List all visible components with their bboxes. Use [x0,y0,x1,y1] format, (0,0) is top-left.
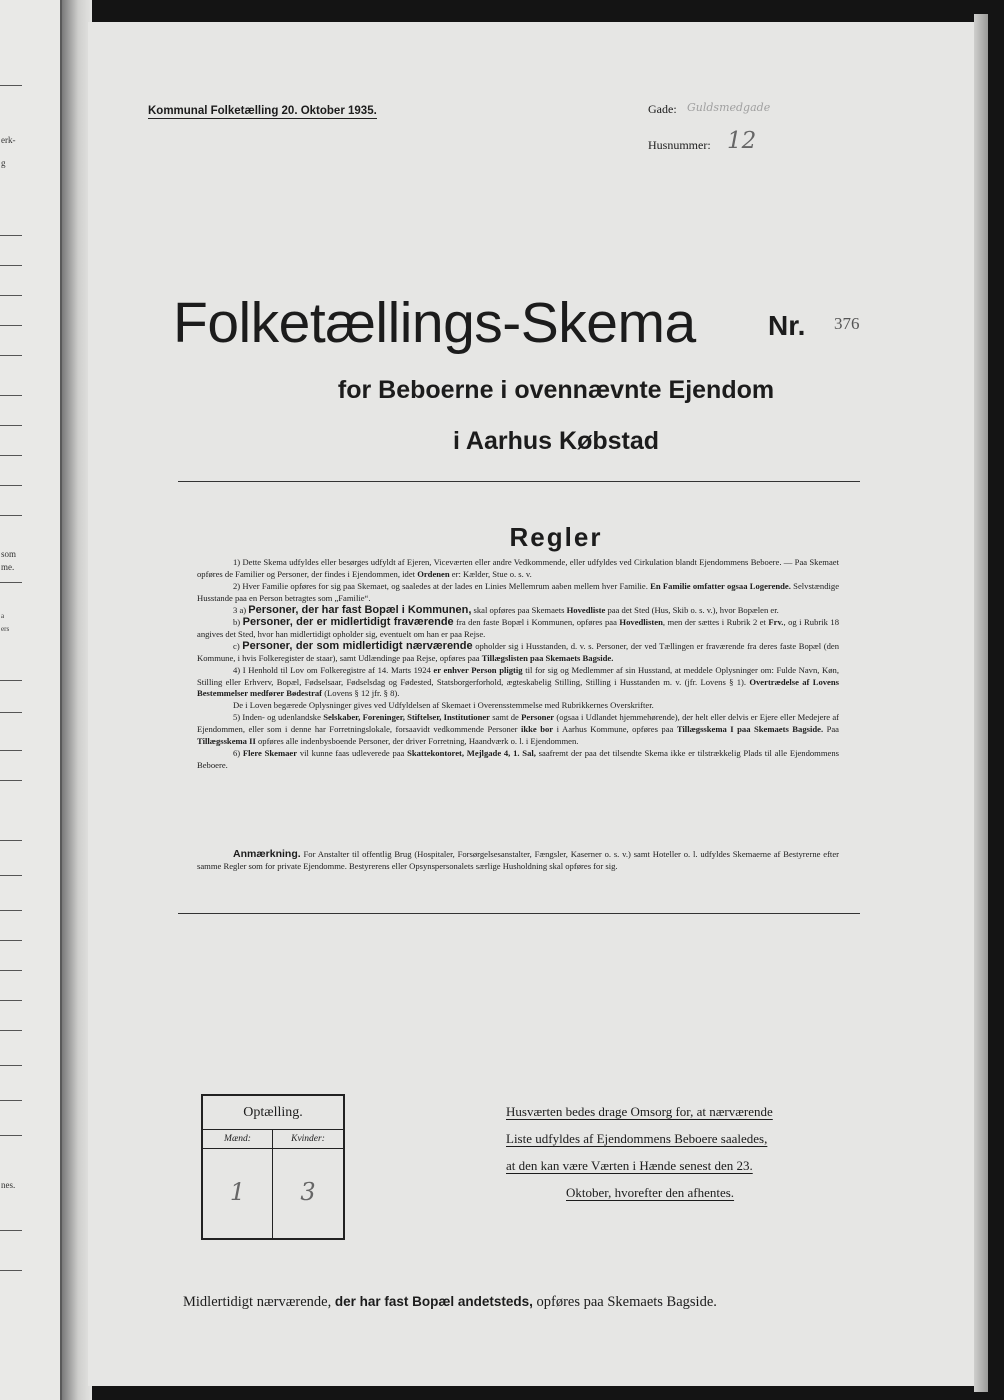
left-page-rule [0,680,22,681]
left-page-rule [0,85,22,86]
footer-text [183,1294,863,1311]
census-title: Kommunal Folketælling 20. Oktober 1935. [148,105,377,117]
rule-paragraph: b) Personer, der er midlertidigt fraværende fra den faste Bopæl i Kommunen, opføres paa Hovedlisten, men der sættes i Rubrik 2 et Frv., og i Rubrik 18 angives det Sted, hvor han midlertidigt opholder sig, eventuelt om han er paa Rejse. [197,615,839,639]
left-page-rule [0,1270,22,1271]
left-page-rule [0,1100,22,1101]
men-label: Mænd: [203,1130,272,1149]
form-location: i Aarhus Købstad [452,427,660,455]
left-facing-page [0,0,62,1400]
rule-paragraph: 4) I Henhold til Lov om Folkeregistre af 14. Marts 1924 er enhver Person pligtig til for sig og Medlemmer af sin Husstand, at meddele Oplysninger om: Fulde Navn, Køn, Stilling eller Erhverv, Bopæl, Fødselsaar, Fødselsdag og Fødested, Statsborgerforhold, ægteskabelig Stilling, Stilling i Husstanden m. v. (jfr. Lovens § 1). Overtrædelse af Lovens Bestemmelser medfører Bødestraf (Lovens § 12 jfr. § 8). [197,664,839,699]
house-number-label: Husnummer: [648,138,711,152]
women-column [273,1130,343,1238]
divider-bottom [178,913,860,914]
men-value: 1 [229,1178,246,1206]
divider-top [178,481,860,482]
page-edge [974,14,988,1392]
form-number-label: Nr. [768,310,806,341]
left-page-rule [0,750,22,751]
left-page-rule [0,455,22,456]
rule-paragraph: 6) Flere Skemaer vil kunne faas udleverede paa Skattekontoret, Mejlgade 4, 1. Sal, saafremt der paa det tilsendte Skema ikke er tilstrækkelig Plads til alle Ejendommens Beboere. [197,748,840,771]
rule-paragraph: 3 a) Personer, der har fast Bopæl i Kommunen, skal opføres paa Skemaets Hovedliste paa det Sted (Hus, Skib o. s. v.), hvor Bopælen er. [233,603,779,616]
note-label: Anmærkning. [233,848,301,860]
rules-heading: Regler [509,522,603,552]
women-label: Kvinder: [273,1130,343,1149]
left-page-fragment: ers [1,625,10,633]
rule-paragraph: c) Personer, der som midlertidigt nærværende opholder sig i Husstanden, d. v. s. Personer, der ved Tællingen er fraværende fra deres faste Bopæl (den Kommune, i hvis Folkeregister de staar), samt Udlændinge paa Rejse, opføres paa Tillægslisten paa Skemaets Bagside. [197,639,840,663]
form-title: Folketællings-Skema [173,291,696,355]
rule-paragraph: 2) Hver Familie opføres for sig paa Skemaet, og saaledes at der lades en Linies Mellemrum aaben mellem hver Familie. En Familie omfatter ogsaa Logerende. Selvstændige Husstande paa en Person betragtes som „Familie“. [197,580,840,603]
landlord-notice-line: Oktober, hvorefter den afhentes. [566,1185,735,1200]
left-page-rule [0,1135,22,1136]
left-page-rule [0,910,22,911]
left-page-rule [0,582,22,583]
left-page-rule [0,235,22,236]
left-page-rule [0,1065,22,1066]
house-number-value: 12 [727,128,757,154]
left-page-fragment: som [1,549,17,559]
left-page-fragment: me. [1,562,15,572]
left-page-rule [0,840,22,841]
note-text: For Anstalter til offentlig Brug (Hospitaler, Forsørgelsesanstalter, Fængsler, Kaserner o. s. v.) samt Hoteller o. l. udfyldes Skemaerne af Bestyrerne efter samme Regler som for private Ejendomme. Bestyrerens eller Opsynspersonalets særlige Husholdning skal opføres for sig. [197,849,840,871]
left-page-rule [0,265,22,266]
count-box [201,1094,345,1240]
landlord-notice-line: Husværten bedes drage Omsorg for, at nærværende [506,1104,773,1119]
left-page-fragment: g [1,158,6,168]
footer-text-part: Midlertidigt nærværende, [183,1294,335,1310]
left-page-rule [0,940,22,941]
note-block [197,849,839,873]
left-page-rule [0,395,22,396]
left-page-rule [0,355,22,356]
left-page-rule [0,425,22,426]
left-page-rule [0,1000,22,1001]
left-page-rule [0,712,22,713]
footer-text-part: opføres paa Skemaets Bagside. [532,1294,717,1310]
left-page-fragment: erk- [1,135,16,145]
left-page-rule [0,970,22,971]
count-title: Optælling. [203,1096,343,1130]
rule-paragraph: 5) Inden- og udenlandske Selskaber, Foreninger, Stiftelser, Institutioner samt de Personer (ogsaa i Udlandet hjemmehørende), der helt eller delvis er Ejere eller Medejere af Ejendommen, eller som i denne har Forretningslokale, forsaavidt vedkommende Personer ikke bor i Aarhus Kommune, opføres paa Tillægsskema I paa Skemaets Bagside. Paa Tillægsskema II opføres alle indenbysboende Personer, der driver Forretning, Haandværk o. l. i Ejendommen. [197,712,840,747]
left-page-rule [0,515,22,516]
landlord-notice-line: Liste udfyldes af Ejendommens Beboere saaledes, [506,1131,768,1146]
rules-text [197,557,839,772]
rule-paragraph: De i Loven begærede Oplysninger gives ved Udfyldelsen af Skemaet i Overensstemmelse med Rubrikkernes Overskrifter. [233,700,654,711]
landlord-notice-line: at den kan være Værten i Hænde senest den 23. [506,1158,753,1173]
left-page-rule [0,325,22,326]
left-page-rule [0,1230,22,1231]
form-subtitle: for Beboerne i ovennævnte Ejendom [337,376,775,404]
left-page-rule [0,485,22,486]
landlord-notice [506,1098,839,1206]
street-value: Guldsmedgade [687,101,771,114]
men-column [203,1130,273,1238]
street-label: Gade: [648,102,677,116]
left-page-rule [0,875,22,876]
left-page-rule [0,780,22,781]
rule-paragraph: 1) Dette Skema udfyldes eller besørges udfyldt af Ejeren, Viceværten eller andre Vedkommende, eller udfyldes ved Cirkulation blandt Ejendommens Beboere. — Paa Skemaet opføres de Familier og Personer, der findes i Ejendommen, idet Ordenen er: Kælder, Stue o. s. v. [197,557,839,579]
left-page-rule [0,1030,22,1031]
form-number-value: 376 [834,314,860,333]
footer-text-bold: der har fast Bopæl andetsteds, [334,1294,533,1309]
left-page-fragment: a [1,612,5,620]
left-page-rule [0,295,22,296]
women-value: 3 [300,1178,316,1206]
left-page-fragment: nes. [1,1180,16,1190]
